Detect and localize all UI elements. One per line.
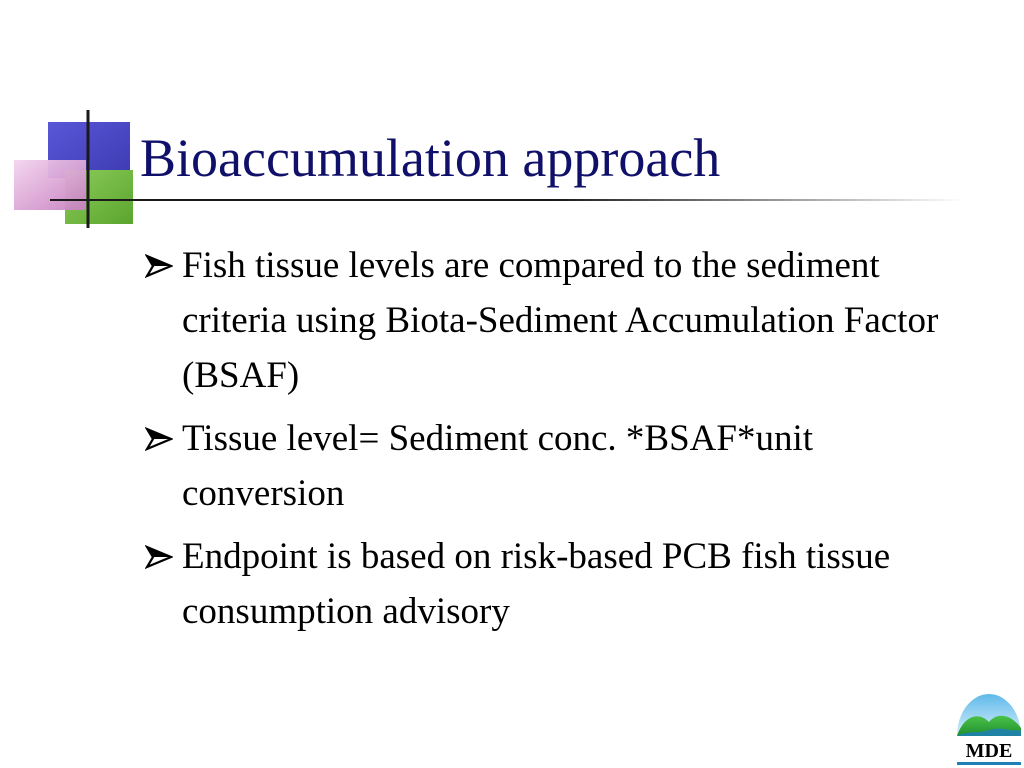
arrow-bullet-icon (145, 545, 173, 569)
logo-text: MDE (965, 740, 1013, 762)
pink-square (14, 160, 86, 210)
bullet-text: Fish tissue levels are compared to the sediment criteria using Biota-Sediment Accumulation Factor (BSAF) (182, 245, 939, 396)
title-underline (52, 199, 964, 201)
bullet-item (145, 411, 975, 521)
arrow-bullet-icon (145, 254, 173, 278)
bullet-list (145, 238, 975, 647)
slide-title: Bioaccumulation approach (140, 128, 721, 188)
bullet-text: Tissue level= Sediment conc. *BSAF*unit conversion (182, 418, 814, 514)
bullet-item (145, 238, 975, 403)
bullet-text: Endpoint is based on risk-based PCB fish tissue consumption advisory (182, 536, 891, 632)
arrow-bullet-icon (145, 427, 173, 451)
decorative-squares (0, 0, 180, 240)
bullet-item (145, 529, 975, 639)
